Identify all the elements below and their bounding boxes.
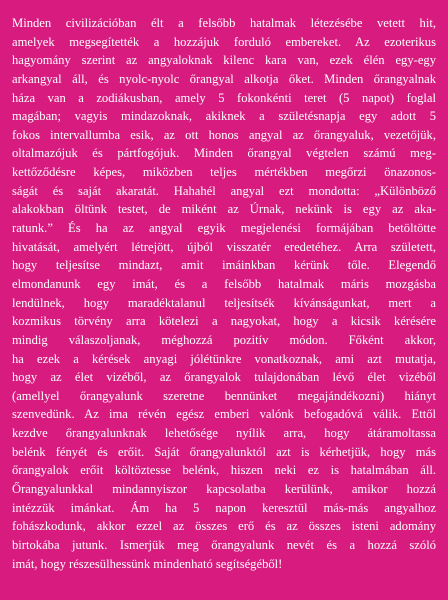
- text-line: ha ezek a kérések anyagi jólétünkre vonatkoznak, ami azt mutatja,: [12, 351, 436, 366]
- text-line: mindig válaszoljanak, méghozzá pozitív módon. Főként akkor,: [12, 332, 436, 347]
- text-line: hagyomány szerint az angyaloknak kilenc kara van, ezek élén egy-egy: [12, 53, 436, 68]
- text-line: fokos intervallumba esik, az ott honos angyal az őrangyaluk, vezetőjük,: [12, 127, 436, 142]
- text-line: oltalmazójuk és pártfogójuk. Minden őrangyal végtelen számú meg-: [12, 146, 436, 161]
- text-line: amelyek megsegítették a hozzájuk forduló embereket. Az ezoterikus: [12, 34, 436, 49]
- body-text: [12, 14, 436, 573]
- text-line: háza van a zodiákusban, amely 5 fokonkénti teret (5 napot) foglal: [12, 90, 436, 105]
- text-line: intézzük imánkat. Ám ha 5 napon keresztül más-más angyalhoz: [12, 500, 436, 515]
- text-line: kettőződésre képes, miközben teljes mértékben megőrzi önazonos-: [12, 165, 436, 180]
- text-line: fohászkodunk, akkor ezzel az összes erő és az összes isteni adomány: [12, 519, 436, 534]
- text-line: belénk fényét és erőit. Saját őrangyalunktól azt is kérhetjük, hogy más: [12, 444, 436, 459]
- text-line: hogy teljesítse mindazt, amit imáinkban kérünk tőle. Elegendő: [12, 258, 436, 273]
- text-line: hogy az élet vizéből, az őrangyalok tulajdonában lévő élet vizéből: [12, 370, 436, 385]
- text-line: kezdve őrangyalunknak lehetősége nyílik arra, hogy átáramoltassa: [12, 426, 436, 441]
- text-line: hivatását, amelyért létrejött, újból visszatér eredetéhez. Arra született,: [12, 239, 436, 254]
- text-line: ságát és saját akaratát. Hahahél angyal ezt mondotta: „Különböző: [12, 183, 436, 198]
- text-line: alakokban öltünk testet, de miként az Úrnak, nekünk is egy az aka-: [12, 202, 436, 217]
- text-line: elmondanunk egy imát, és a felsőbb hatalmak máris mozgásba: [12, 276, 436, 291]
- text-line: birtokába jutunk. Ismerjük meg őrangyalunk nevét és a hozzá szóló: [12, 537, 436, 552]
- text-line: Minden civilizációban élt a felsőbb hatalmak létezésébe vetett hit,: [12, 16, 436, 30]
- text-line: (amellyel őrangyalunk szeretne bennünket megajándékozni) hiányt: [12, 388, 436, 403]
- text-line: imát, hogy részesülhessünk mindenható segítségéből!: [12, 556, 283, 571]
- text-line: őrangyalok erőit költöztesse belénk, hiszen neki ez is hatalmában áll.: [12, 463, 436, 478]
- text-line: kozmikus törvény arra kötelezi a nagyokat, hogy a kicsik kérésére: [12, 314, 436, 329]
- text-line: Őrangyalunkkal mindannyiszor kapcsolatba kerülünk, amikor hozzá: [12, 482, 436, 497]
- text-line: lendülnek, hogy maradéktalanul teljesítsék kívánságunkat, mert a: [12, 295, 436, 310]
- text-line: magában; vagyis mindazoknak, akiknek a születésnapja egy adott 5: [12, 109, 436, 124]
- text-line: arkangyal áll, és nyolc-nyolc őrangyal alkotja őket. Minden őrangyalnak: [12, 71, 436, 86]
- text-line: szenvedünk. Az ima révén egész emberi valónk befogadóvá válik. Ettől: [12, 407, 436, 422]
- text-line: ratunk.” És ha az angyal egyik megjelenési formájában betöltötte: [12, 221, 436, 236]
